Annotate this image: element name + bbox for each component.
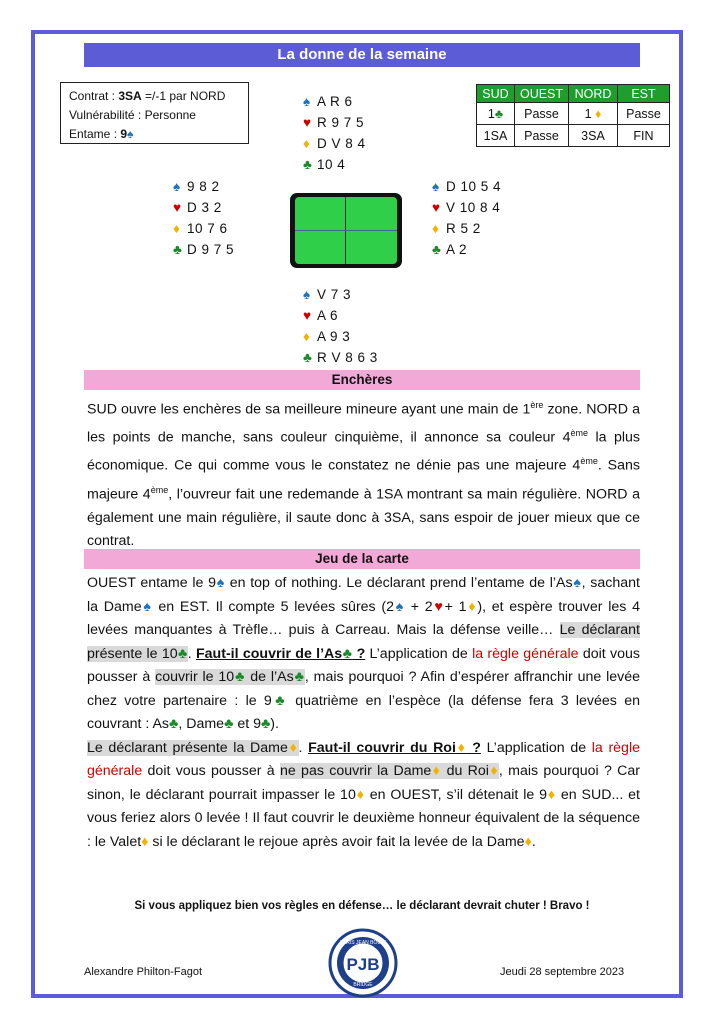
hand-east: ♠ D 10 5 4 ♥ V 10 8 4 ♦ R 5 2 ♣ A 2 [432,176,501,260]
bid-cell: Passe [618,103,670,125]
hand-west: ♠ 9 8 2 ♥ D 3 2 ♦ 10 7 6 ♣ D 9 7 5 [173,176,234,260]
diamond-icon: ♦ [432,221,440,236]
table-row [477,103,670,125]
bridge-table-icon [290,193,402,268]
diamond-icon: ♦ [173,221,181,236]
club-icon: ♣ [432,242,442,257]
jeu-paragraph: OUEST entame le 9♠ en top of nothing. Le déclarant prend l’entame de l’As♠, sachant la Dame♠ en EST. Il compte 5 levées sûres (2♠ + 2♥+ 1♦), et espère trouver les 4 levées manquantes à Trèfle… puis à Carreau. Mais la défense veille… Le déclarant présente le 10♣. Faut-il couvrir de l’As♣ ? L’application de la règle générale doit vous pousser à couvrir le 10♣ de l’As♣, mais pourquoi ? Afin d’espérer affranchir une levée chez votre partenaire : le 9♣ quatrième en l’espèce (la défense fera 3 levées en couvrant : As♣, Dame♣ et 9♣). Le déclarant présente la Dame♦. Faut-il couvrir du Roi♦ ? L’application de la règle générale doit vous pousser à ne pas couvrir la Dame♦ du Roi♦, mais pourquoi ? Car sinon, le déclarant pourrait impasser le 10♦ en OUEST, s’il détenait le 9♦ en SUD... et vous feriez alors 0 levée ! Il faut couvrir le deuxième honneur équivalent de la séquence : le Valet♦ si le déclarant le rejoue après avoir fait la levée de la Dame♦. [87,575,641,850]
lead-line: Entame : 9♠ [69,127,134,141]
diamond-icon: ♦ [303,136,311,151]
club-logo [328,928,398,998]
author-name: Alexandre Philton-Fagot [84,966,203,978]
bid-cell: Passe [515,125,569,147]
bid-header: EST [618,85,670,103]
heart-icon: ♥ [303,115,312,130]
contract-box [60,82,249,144]
club-icon: ♣ [494,106,504,121]
logo-text: PJB [346,955,380,974]
diamond-icon: ♦ [595,106,602,121]
hand-north: ♠ A R 6 ♥ R 9 7 5 ♦ D V 8 4 ♣ 10 4 [303,91,366,175]
bid-cell: Passe [515,103,569,125]
club-icon: ♣ [303,157,313,172]
bid-cell: 1SA [477,125,515,147]
bidding-table [476,84,670,147]
table-row [477,125,670,147]
club-icon: ♣ [303,350,313,365]
spade-icon: ♠ [303,287,311,302]
bid-cell: 3SA [569,125,618,147]
bid-cell: FIN [618,125,670,147]
logo-ring-top: PARIS JEAN BOUIN [339,940,387,946]
heart-icon: ♥ [173,200,182,215]
bid-header: NORD [569,85,618,103]
hand-south: ♠ V 7 3 ♥ A 6 ♦ A 9 3 ♣ R V 8 6 3 [303,284,378,368]
spade-icon: ♠ [303,94,311,109]
vulnerability-line: Vulnérabilité : Personne [69,108,196,122]
spade-icon: ♠ [127,127,134,141]
heart-icon: ♥ [303,308,312,323]
spade-icon: ♠ [173,179,181,194]
page-title: La donne de la semaine [84,43,640,67]
club-icon: ♣ [173,242,183,257]
bid-header: SUD [477,85,515,103]
encheres-paragraph: SUD ouvre les enchères de sa meilleure mineure ayant une main de 1ère zone. NORD a les points de manche, sans couleur cinquième, il annonce sa couleur 4ème la plus économique. Ce qui comme vous le constatez ne dénie pas une majeure 4ème. Sans majeure 4ème, l’ouvreur fait une redemande à 1SA montrant sa main régulière. NORD a également une main régulière, il saute donc à 3SA, sans espoir de jouer mieux que ce contrat. [87,400,641,550]
closing-message: Si vous appliquez bien vos règles en défense… le déclarant devrait chuter ! Bravo ! [134,900,590,912]
bid-cell: 1 ♦ [569,103,618,125]
spade-icon: ♠ [432,179,440,194]
bid-cell: 1♣ [477,103,515,125]
publication-date: Jeudi 28 septembre 2023 [500,966,625,978]
heart-icon: ♥ [432,200,441,215]
contract-line: Contrat : 3SA =/-1 par NORD [69,89,226,103]
diamond-icon: ♦ [303,329,311,344]
logo-ring-bottom: BRIDGE [353,982,373,988]
bid-header: OUEST [515,85,569,103]
section-title-jeu: Jeu de la carte [84,549,640,569]
section-title-encheres: Enchères [84,370,640,390]
